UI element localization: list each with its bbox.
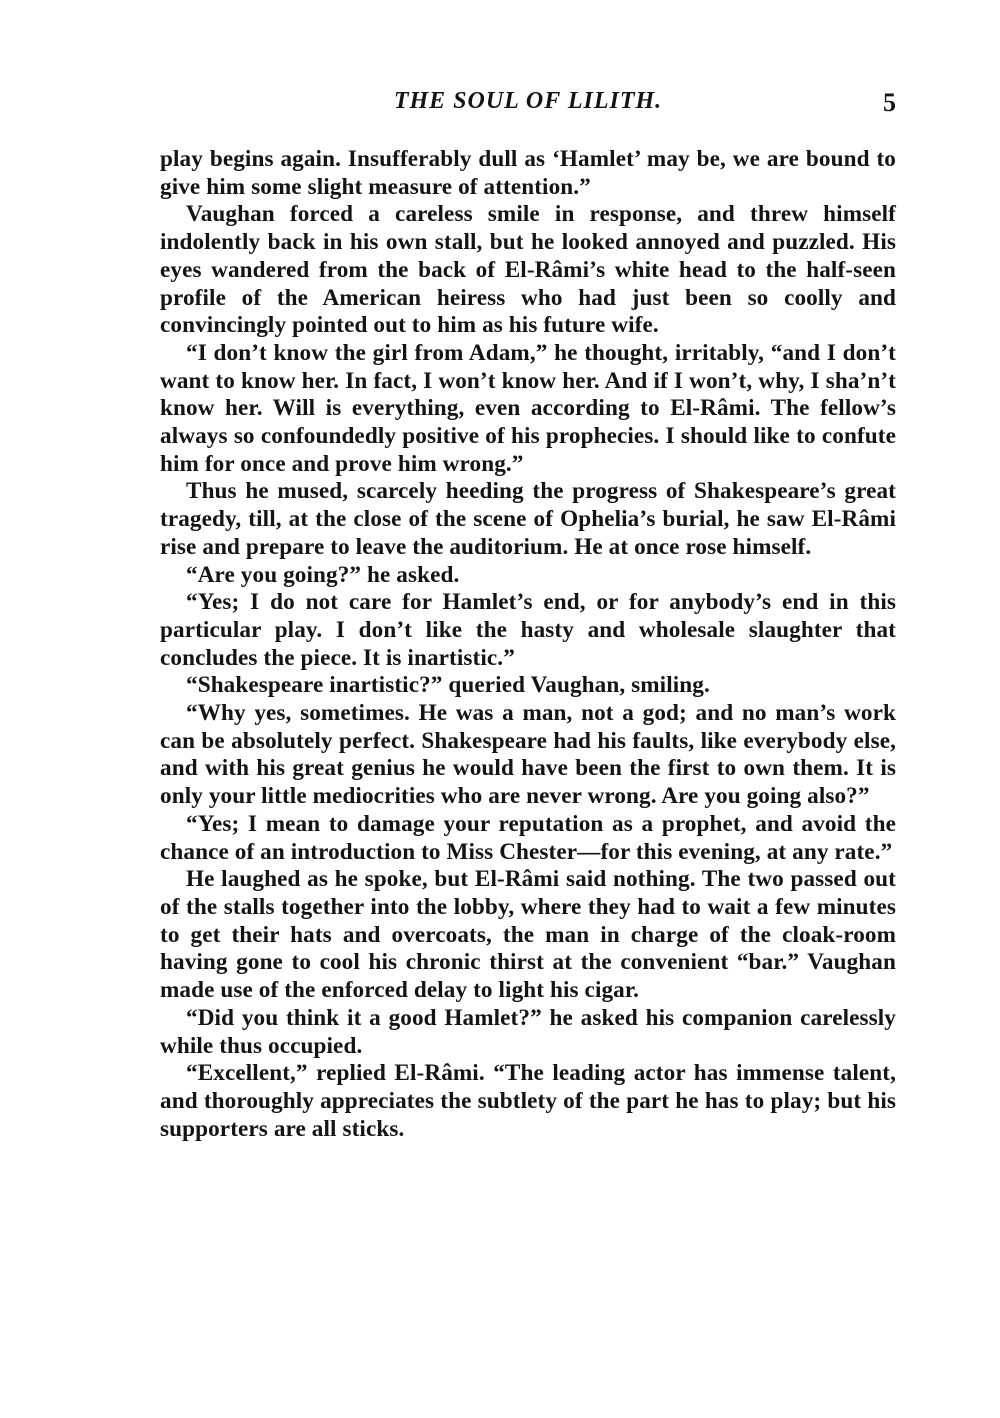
paragraph: “Excellent,” replied El-Râmi. “The leading actor has immense talent, and thoroughly appreciates the subtlety of the part he has to play; but his supporters are all sticks. <box>160 1060 896 1142</box>
running-title: THE SOUL OF LILITH. <box>393 88 663 114</box>
paragraph: “Did you think it a good Hamlet?” he asked his companion carelessly while thus occupied. <box>160 1004 896 1059</box>
paragraph: play begins again. Insufferably dull as ‘Hamlet’ may be, we are bound to give him some slight measure of attention.” <box>160 146 896 200</box>
paragraph: He laughed as he spoke, but El-Râmi said nothing. The two passed out of the stalls together into the lobby, where they had to wait a few minutes to get their hats and overcoats, the man in charge of the cloak-room having gone to cool his chronic thirst at the convenient “bar.” Vaughan made use of the enforced delay to light his cigar. <box>160 866 896 1004</box>
paragraph: “Yes; I mean to damage your reputation as a prophet, and avoid the chance of an introduction to Miss Chester—for this evening, at any rate.” <box>160 810 896 865</box>
paragraph: “Yes; I do not care for Hamlet’s end, or for anybody’s end in this particular play. I don’t like the hasty and wholesale slaughter that concludes the piece. It is inartistic.” <box>160 589 896 671</box>
paragraph: “Shakespeare inartistic?” queried Vaughan, smiling. <box>186 672 710 699</box>
paragraph: “I don’t know the girl from Adam,” he thought, irritably, “and I don’t want to know her. In fact, I won’t know her. And if I won’t, why, I sha’n’t know her. Will is everything, even according to El-Râmi. The fellow’s always so confoundedly positive of his prophecies. I should like to confute him for once and prove him wrong.” <box>160 339 896 477</box>
paragraph: Thus he mused, scarcely heeding the progress of Shakespeare’s great tragedy, till, at the close of the scene of Ophelia’s burial, he saw El-Râmi rise and prepare to leave the auditorium. He at once rose himself. <box>160 478 896 560</box>
paragraph: “Why yes, sometimes. He was a man, not a god; and no man’s work can be absolutely perfect. Shakespeare had his faults, like everybody else, and with his great genius he would have been the first to own them. It is only your little mediocrities who are never wrong. Are you going also?” <box>160 700 896 810</box>
paragraph: Vaughan forced a careless smile in response, and threw himself indolently back in his own stall, but he looked annoyed and puzzled. His eyes wandered from the back of El-Râmi’s white head to the half-seen profile of the American heiress who had just been so coolly and convincingly pointed out to him as his future wife. <box>160 201 896 339</box>
page-header <box>160 88 896 120</box>
paragraph: “Are you going?” he asked. <box>186 561 460 588</box>
page-number: 5 <box>883 88 896 117</box>
body-text <box>160 146 896 1143</box>
